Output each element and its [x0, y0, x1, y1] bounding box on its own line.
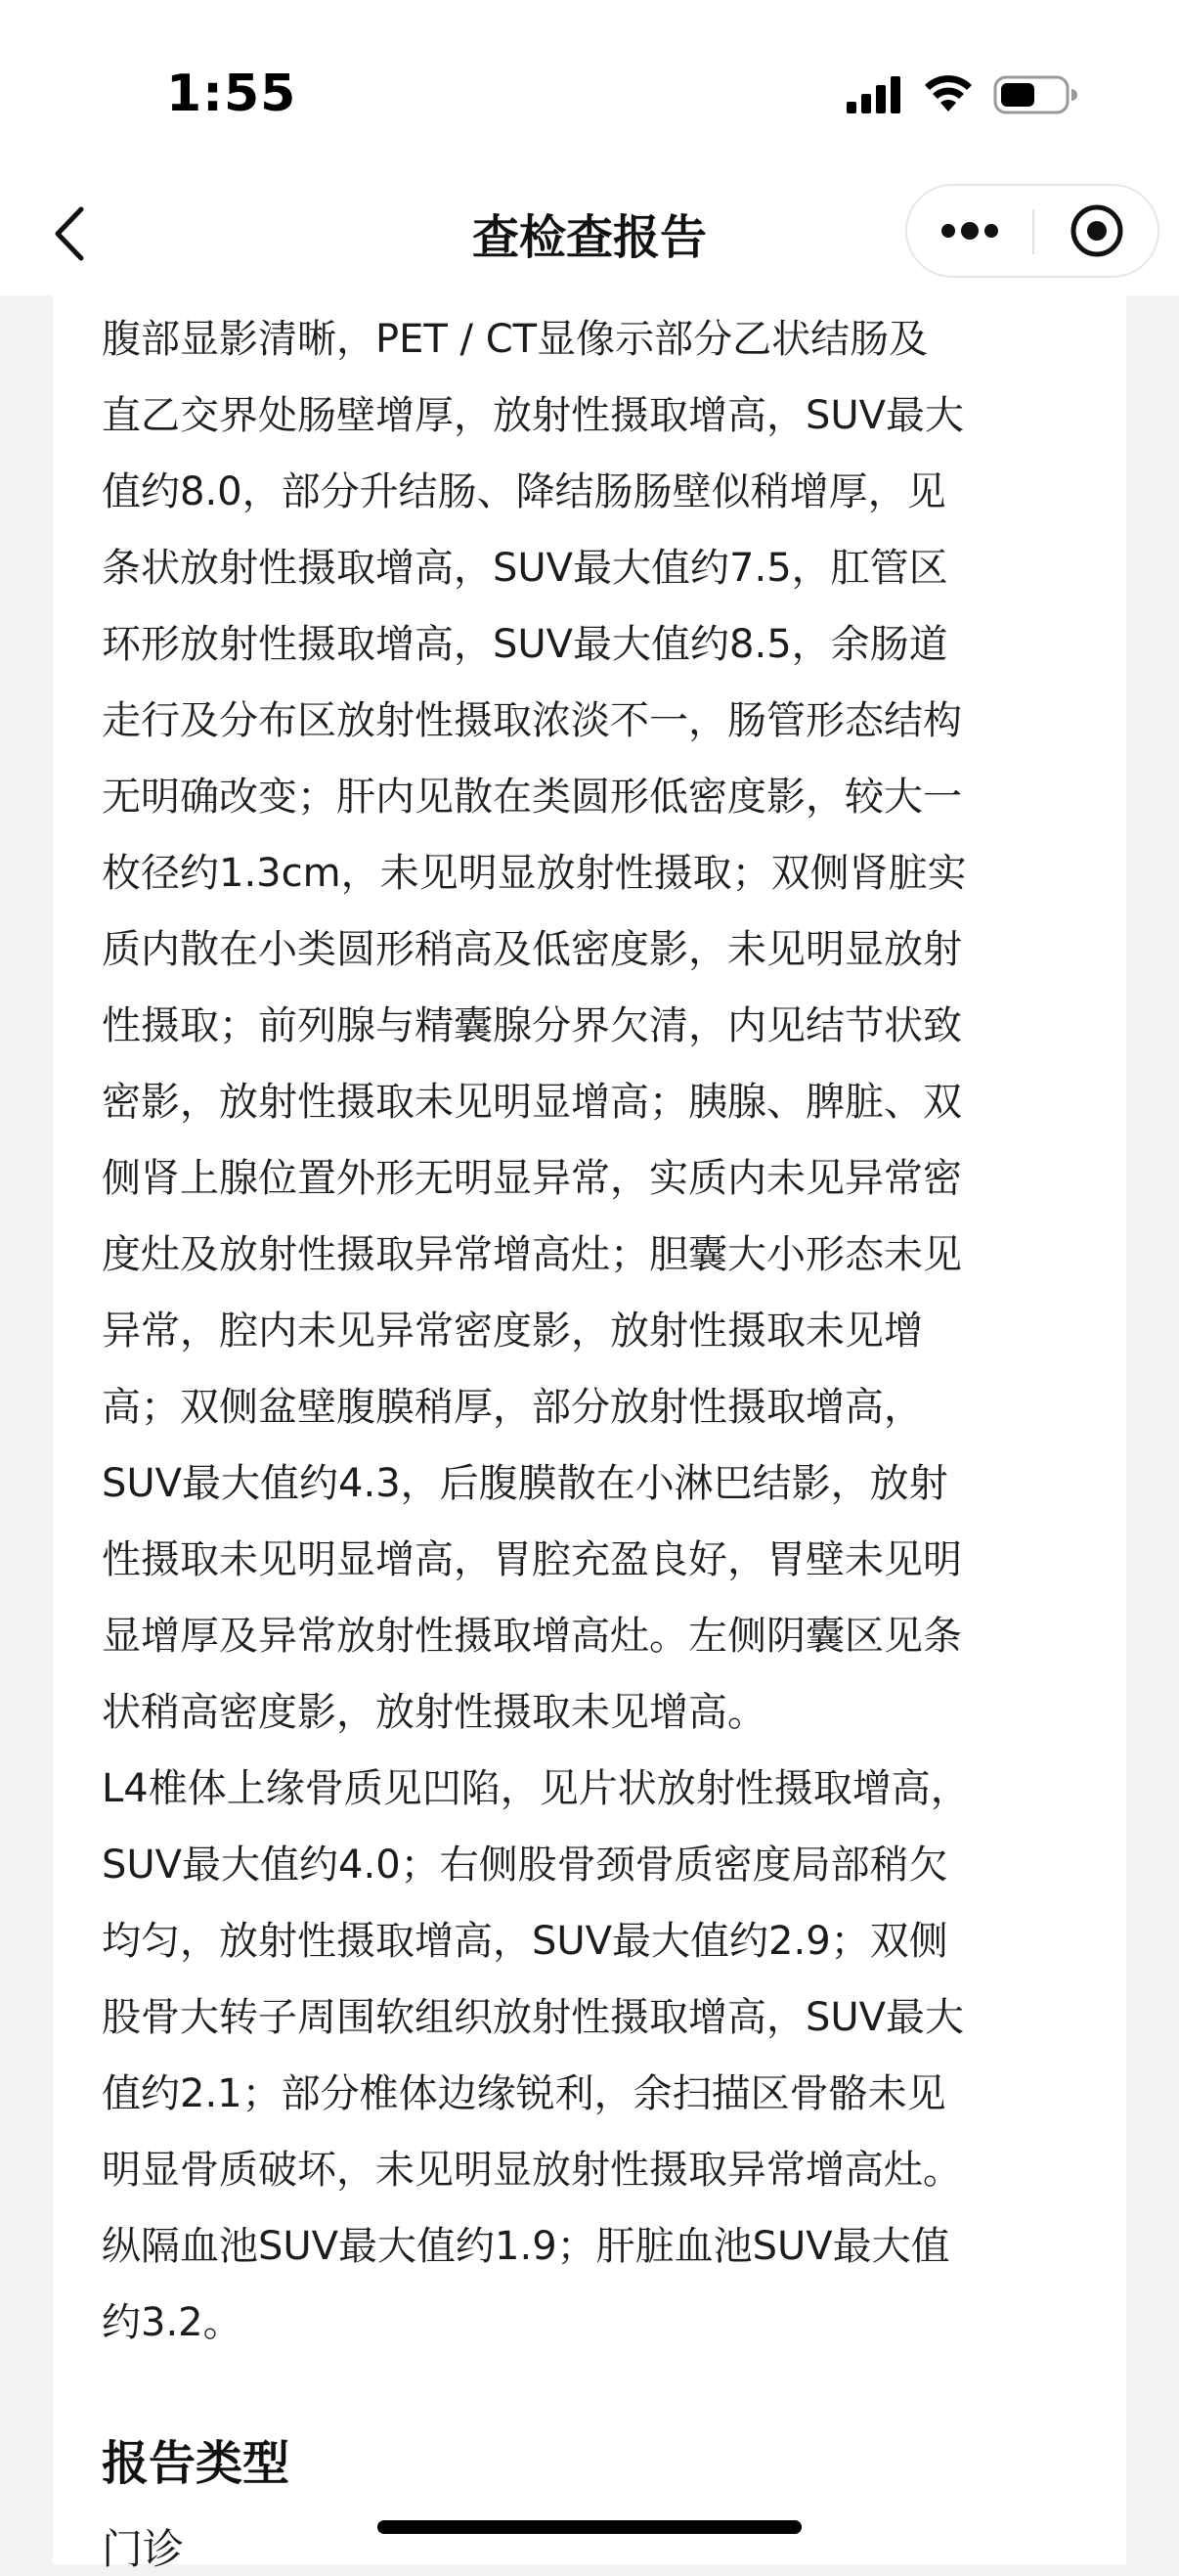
report-line: 状稍高密度影，放射性摄取未见增高。	[102, 1690, 766, 1735]
report-type-value: 门诊	[102, 2525, 185, 2573]
report-line: 直乙交界处肠壁增厚，放射性摄取增高，SUV最大	[102, 393, 965, 438]
report-line: 环形放射性摄取增高，SUV最大值约8.5，余肠道	[102, 622, 948, 667]
header-zone	[0, 0, 1179, 295]
status-bar	[0, 0, 1179, 186]
target-close-icon	[1070, 203, 1124, 258]
report-findings-text	[102, 301, 1089, 2361]
report-line: 值约2.1；部分椎体边缘锐利，余扫描区骨骼未见	[102, 2071, 946, 2116]
report-line: 条状放射性摄取增高，SUV最大值约7.5，肛管区	[102, 546, 948, 591]
signal-icon	[847, 76, 901, 113]
more-dots-icon	[939, 222, 1000, 240]
report-line: 质内散在小类圆形稍高及低密度影，未见明显放射	[102, 927, 962, 972]
report-line: 约3.2。	[102, 2300, 242, 2345]
report-line: 无明确改变；肝内见散在类圆形低密度影，较大一	[102, 775, 962, 820]
report-line: 高；双侧盆壁腹膜稍厚，部分放射性摄取增高，	[102, 1385, 923, 1430]
report-line: 性摄取未见明显增高，胃腔充盈良好，胃壁未见明	[102, 1537, 962, 1582]
report-line: 值约8.0，部分升结肠、降结肠肠壁似稍增厚，见	[102, 469, 946, 514]
wifi-icon	[923, 72, 974, 113]
report-line: 腹部显影清晰，PET / CT显像示部分乙状结肠及	[102, 317, 929, 362]
report-line: 纵隔血池SUV最大值约1.9；肝脏血池SUV最大值	[102, 2224, 950, 2269]
report-line: 密影，放射性摄取未见明显增高；胰腺、脾脏、双	[102, 1080, 962, 1125]
report-line: SUV最大值约4.0；右侧股骨颈骨质密度局部稍欠	[102, 1843, 948, 1888]
report-line: 走行及分布区放射性摄取浓淡不一，肠管形态结构	[102, 698, 962, 743]
page-title: 查检查报告	[471, 210, 707, 265]
report-line: 明显骨质破坏，未见明显放射性摄取异常增高灶。	[102, 2148, 962, 2193]
more-button[interactable]	[907, 186, 1032, 276]
report-line: 枚径约1.3cm，未见明显放射性摄取；双侧肾脏实	[102, 851, 967, 896]
status-time: 1:55	[166, 65, 297, 123]
report-line: 侧肾上腺位置外形无明显异常，实质内未见异常密	[102, 1156, 962, 1201]
report-line: 显增厚及异常放射性摄取增高灶。左侧阴囊区见条	[102, 1614, 962, 1659]
report-line: L4椎体上缘骨质见凹陷，见片状放射性摄取增高，	[102, 1766, 970, 1811]
mini-program-capsule	[905, 184, 1159, 278]
report-card	[53, 295, 1126, 2573]
report-line: SUV最大值约4.3，后腹膜散在小淋巴结影，放射	[102, 1461, 948, 1506]
report-line: 股骨大转子周围软组织放射性摄取增高，SUV最大	[102, 1995, 965, 2040]
close-button[interactable]	[1034, 186, 1159, 276]
home-indicator[interactable]	[377, 2520, 802, 2534]
report-line: 度灶及放射性摄取异常增高灶；胆囊大小形态未见	[102, 1232, 962, 1277]
nav-bar	[0, 178, 1179, 288]
report-line: 异常，腔内未见异常密度影，放射性摄取未见增	[102, 1309, 923, 1354]
report-line: 性摄取；前列腺与精囊腺分界欠清，内见结节状致	[102, 1003, 962, 1048]
report-line: 均匀，放射性摄取增高，SUV最大值约2.9；双侧	[102, 1919, 948, 1964]
battery-icon	[993, 74, 1077, 115]
report-type-title: 报告类型	[102, 2436, 290, 2491]
